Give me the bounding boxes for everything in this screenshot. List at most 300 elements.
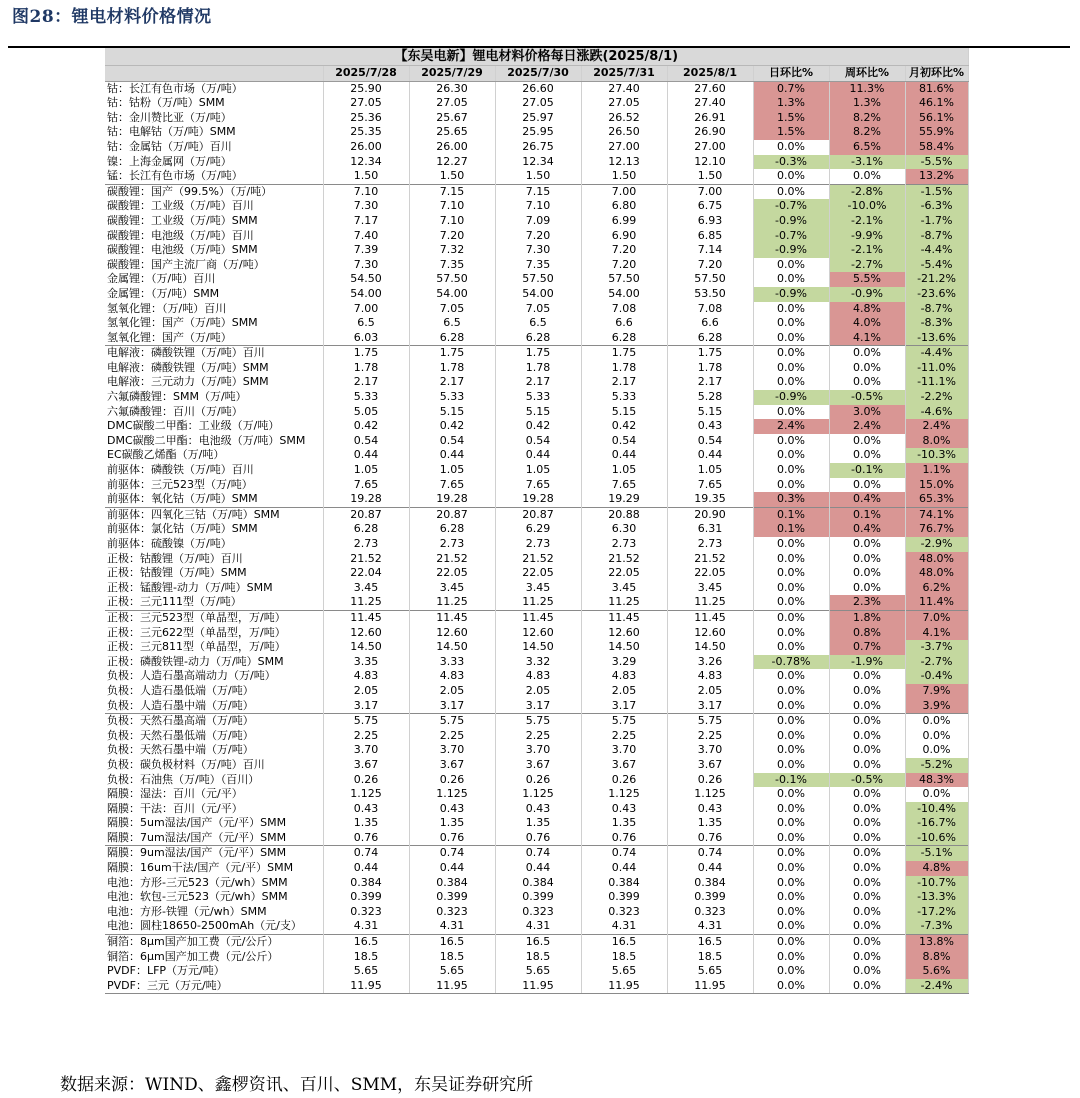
table-row — [105, 448, 968, 463]
price-cell: 3.17 — [409, 699, 495, 714]
column-header: 2025/8/1 — [667, 66, 753, 82]
table-row — [105, 81, 968, 96]
change-cell: 1.8% — [829, 610, 905, 625]
change-cell: 0.0% — [829, 537, 905, 552]
change-cell: 46.1% — [905, 96, 968, 111]
change-cell: 0.0% — [753, 846, 829, 861]
table-row — [105, 346, 968, 361]
price-cell: 0.42 — [409, 419, 495, 434]
material-name: 前驱体：三元523型（万/吨） — [105, 478, 323, 493]
material-name: 前驱体：磷酸铁（万/吨）百川 — [105, 463, 323, 478]
price-cell: 11.95 — [667, 979, 753, 994]
change-cell: -0.3% — [753, 155, 829, 170]
change-cell: 2.4% — [905, 419, 968, 434]
price-cell: 7.15 — [409, 184, 495, 199]
change-cell: -0.9% — [753, 243, 829, 258]
price-cell: 11.95 — [495, 979, 581, 994]
price-cell: 0.76 — [495, 831, 581, 846]
price-cell: 0.74 — [581, 846, 667, 861]
price-cell: 7.20 — [667, 258, 753, 273]
change-cell: 55.9% — [905, 125, 968, 140]
material-name: DMC碳酸二甲酯：电池级（万/吨）SMM — [105, 434, 323, 449]
price-cell: 1.05 — [409, 463, 495, 478]
price-cell: 26.91 — [667, 111, 753, 126]
table-row — [105, 890, 968, 905]
price-cell: 0.54 — [581, 434, 667, 449]
price-cell: 1.35 — [323, 816, 409, 831]
price-cell: 26.30 — [409, 81, 495, 96]
price-cell: 2.73 — [495, 537, 581, 552]
table-row — [105, 522, 968, 537]
change-cell: 58.4% — [905, 140, 968, 155]
price-cell: 5.65 — [409, 964, 495, 979]
material-name: 隔膜：16um干法/国产（元/平）SMM — [105, 861, 323, 876]
change-cell: 0.0% — [829, 964, 905, 979]
price-cell: 0.399 — [495, 890, 581, 905]
price-cell: 11.45 — [323, 610, 409, 625]
price-cell: 3.70 — [581, 743, 667, 758]
price-cell: 3.17 — [667, 699, 753, 714]
column-header: 2025/7/29 — [409, 66, 495, 82]
material-name: 电池：圆柱18650-2500mAh（元/支） — [105, 919, 323, 934]
price-cell: 6.99 — [581, 214, 667, 229]
change-cell: -10.0% — [829, 199, 905, 214]
material-name: 镍：上海金属网（万/吨） — [105, 155, 323, 170]
table-row — [105, 184, 968, 199]
price-cell: 4.83 — [409, 669, 495, 684]
change-cell: 8.8% — [905, 950, 968, 965]
change-cell: -7.3% — [905, 919, 968, 934]
price-cell: 5.75 — [581, 714, 667, 729]
change-cell: -3.1% — [829, 155, 905, 170]
change-cell: 0.1% — [829, 507, 905, 522]
price-cell: 7.10 — [495, 199, 581, 214]
price-cell: 0.44 — [581, 861, 667, 876]
change-cell: 0.0% — [753, 566, 829, 581]
price-cell: 6.80 — [581, 199, 667, 214]
material-name: 碳酸锂：国产（99.5%）（万/吨） — [105, 184, 323, 199]
price-cell: 0.44 — [409, 448, 495, 463]
material-name: 负极：人造石墨低端（万/吨） — [105, 684, 323, 699]
change-cell: -0.7% — [753, 229, 829, 244]
change-cell: 7.0% — [905, 610, 968, 625]
price-cell: 1.78 — [581, 361, 667, 376]
price-cell: 6.29 — [495, 522, 581, 537]
price-cell: 6.28 — [667, 331, 753, 346]
change-cell: 0.0% — [753, 302, 829, 317]
change-cell: -10.4% — [905, 802, 968, 817]
table-row — [105, 729, 968, 744]
price-cell: 1.05 — [323, 463, 409, 478]
price-cell: 1.35 — [409, 816, 495, 831]
change-cell: 0.0% — [829, 669, 905, 684]
price-cell: 18.5 — [581, 950, 667, 965]
change-cell: 0.0% — [829, 581, 905, 596]
material-name: 正极：钴酸锂（万/吨）百川 — [105, 552, 323, 567]
price-cell: 57.50 — [495, 272, 581, 287]
price-cell: 21.52 — [409, 552, 495, 567]
price-cell: 7.20 — [409, 229, 495, 244]
price-cell: 25.65 — [409, 125, 495, 140]
price-cell: 57.50 — [581, 272, 667, 287]
price-cell: 3.26 — [667, 655, 753, 670]
price-cell: 0.384 — [667, 876, 753, 891]
price-cell: 20.87 — [495, 507, 581, 522]
table-row — [105, 375, 968, 390]
table-row — [105, 919, 968, 934]
change-cell: -0.78% — [753, 655, 829, 670]
price-cell: 4.83 — [495, 669, 581, 684]
table-row — [105, 478, 968, 493]
price-cell: 5.75 — [409, 714, 495, 729]
price-cell: 5.05 — [323, 405, 409, 420]
change-cell: 4.8% — [905, 861, 968, 876]
change-cell: 0.0% — [829, 552, 905, 567]
material-name: 正极：三元622型（单晶型，万/吨） — [105, 626, 323, 641]
price-cell: 7.10 — [323, 184, 409, 199]
price-cell: 7.14 — [667, 243, 753, 258]
change-cell: -2.7% — [905, 655, 968, 670]
price-cell: 0.399 — [409, 890, 495, 905]
price-cell: 21.52 — [581, 552, 667, 567]
price-cell: 1.05 — [581, 463, 667, 478]
price-cell: 11.25 — [667, 595, 753, 610]
material-name: 正极：磷酸铁锂-动力（万/吨）SMM — [105, 655, 323, 670]
price-cell: 0.44 — [667, 448, 753, 463]
table-row — [105, 361, 968, 376]
price-cell: 1.125 — [667, 787, 753, 802]
price-cell: 1.125 — [581, 787, 667, 802]
change-cell: -3.7% — [905, 640, 968, 655]
change-cell: -2.1% — [829, 243, 905, 258]
price-cell: 20.87 — [323, 507, 409, 522]
price-cell: 5.15 — [581, 405, 667, 420]
change-cell: 0.0% — [753, 758, 829, 773]
price-cell: 1.125 — [323, 787, 409, 802]
table-row — [105, 595, 968, 610]
change-cell: 0.0% — [905, 787, 968, 802]
material-name: 钴：电解钴（万/吨）SMM — [105, 125, 323, 140]
table-row — [105, 684, 968, 699]
table-row — [105, 258, 968, 273]
price-cell: 4.31 — [667, 919, 753, 934]
table-row — [105, 581, 968, 596]
change-cell: 0.7% — [829, 640, 905, 655]
change-cell: 0.0% — [829, 802, 905, 817]
price-cell: 0.74 — [323, 846, 409, 861]
price-cell: 0.323 — [581, 905, 667, 920]
price-cell: 4.31 — [495, 919, 581, 934]
table-row — [105, 655, 968, 670]
material-name: EC碳酸乙烯酯（万/吨） — [105, 448, 323, 463]
change-cell: 8.2% — [829, 111, 905, 126]
table-row — [105, 537, 968, 552]
change-cell: 0.0% — [829, 434, 905, 449]
price-cell: 7.30 — [323, 258, 409, 273]
price-cell: 16.5 — [667, 935, 753, 950]
price-cell: 0.399 — [581, 890, 667, 905]
change-cell: -1.7% — [905, 214, 968, 229]
price-cell: 0.26 — [495, 773, 581, 788]
price-cell: 6.28 — [409, 331, 495, 346]
material-name: 正极：三元523型（单晶型，万/吨） — [105, 610, 323, 625]
material-name: 电解液：磷酸铁锂（万/吨）百川 — [105, 346, 323, 361]
material-name: 负极：碳负极材料（万/吨）百川 — [105, 758, 323, 773]
price-cell: 0.43 — [409, 802, 495, 817]
material-name: 前驱体：硫酸镍（万/吨） — [105, 537, 323, 552]
price-cell: 3.17 — [495, 699, 581, 714]
price-cell: 27.40 — [667, 96, 753, 111]
price-cell: 54.00 — [323, 287, 409, 302]
price-cell: 26.00 — [323, 140, 409, 155]
change-cell: 2.3% — [829, 595, 905, 610]
change-cell: 0.0% — [829, 478, 905, 493]
price-cell: 26.60 — [495, 81, 581, 96]
change-cell: 8.2% — [829, 125, 905, 140]
price-cell: 54.00 — [495, 287, 581, 302]
change-cell: 0.0% — [829, 375, 905, 390]
material-name: 金属锂：（万/吨）百川 — [105, 272, 323, 287]
price-cell: 0.323 — [409, 905, 495, 920]
price-cell: 0.399 — [323, 890, 409, 905]
change-cell: 0.0% — [905, 729, 968, 744]
price-cell: 5.65 — [581, 964, 667, 979]
change-cell: 0.0% — [753, 140, 829, 155]
price-cell: 6.28 — [581, 331, 667, 346]
price-cell: 0.323 — [495, 905, 581, 920]
price-cell: 19.29 — [581, 492, 667, 507]
change-cell: 0.0% — [753, 478, 829, 493]
change-cell: 0.1% — [753, 522, 829, 537]
column-header-row — [105, 66, 968, 82]
change-cell: 15.0% — [905, 478, 968, 493]
price-cell: 25.95 — [495, 125, 581, 140]
change-cell: 0.0% — [829, 816, 905, 831]
price-cell: 12.60 — [495, 626, 581, 641]
material-name: 前驱体：氧化钴（万/吨）SMM — [105, 492, 323, 507]
change-cell: 48.0% — [905, 552, 968, 567]
price-cell: 0.43 — [581, 802, 667, 817]
table-row — [105, 507, 968, 522]
price-cell: 5.75 — [495, 714, 581, 729]
price-cell: 7.65 — [667, 478, 753, 493]
change-cell: -21.2% — [905, 272, 968, 287]
price-cell: 0.44 — [323, 861, 409, 876]
price-cell: 3.67 — [495, 758, 581, 773]
price-cell: 11.25 — [495, 595, 581, 610]
price-cell: 3.67 — [409, 758, 495, 773]
price-cell: 12.27 — [409, 155, 495, 170]
change-cell: 13.8% — [905, 935, 968, 950]
table-row — [105, 861, 968, 876]
price-cell: 1.50 — [409, 169, 495, 184]
table-row — [105, 935, 968, 950]
change-cell: 8.0% — [905, 434, 968, 449]
change-cell: -16.7% — [905, 816, 968, 831]
change-cell: 0.0% — [829, 979, 905, 994]
price-cell: 2.17 — [323, 375, 409, 390]
material-name: 六氟磷酸锂：SMM（万/吨） — [105, 390, 323, 405]
change-cell: 0.0% — [753, 890, 829, 905]
table-row — [105, 492, 968, 507]
change-cell: 0.0% — [829, 729, 905, 744]
price-cell: 11.45 — [495, 610, 581, 625]
price-cell: 0.44 — [667, 861, 753, 876]
price-cell: 27.60 — [667, 81, 753, 96]
price-cell: 14.50 — [581, 640, 667, 655]
table-row — [105, 96, 968, 111]
price-cell: 7.08 — [667, 302, 753, 317]
price-cell: 7.35 — [409, 258, 495, 273]
change-cell: -17.2% — [905, 905, 968, 920]
table-row — [105, 787, 968, 802]
change-cell: 0.0% — [829, 935, 905, 950]
price-cell: 7.00 — [323, 302, 409, 317]
price-cell: 2.05 — [409, 684, 495, 699]
price-cell: 3.17 — [581, 699, 667, 714]
material-name: 钴：金川赞比亚（万/吨） — [105, 111, 323, 126]
price-cell: 0.76 — [409, 831, 495, 846]
price-cell: 18.5 — [667, 950, 753, 965]
material-name: 氢氧化锂：国产（万/吨） — [105, 331, 323, 346]
price-cell: 19.35 — [667, 492, 753, 507]
price-cell: 1.50 — [495, 169, 581, 184]
price-cell: 7.30 — [495, 243, 581, 258]
material-name: 碳酸锂：国产主流厂商（万/吨） — [105, 258, 323, 273]
column-header: 2025/7/28 — [323, 66, 409, 82]
material-name: 碳酸锂：工业级（万/吨）百川 — [105, 199, 323, 214]
price-cell: 7.65 — [581, 478, 667, 493]
change-cell: -0.4% — [905, 669, 968, 684]
price-cell: 7.65 — [323, 478, 409, 493]
table-row — [105, 979, 968, 994]
price-cell: 3.33 — [409, 655, 495, 670]
price-cell: 26.00 — [409, 140, 495, 155]
price-cell: 0.26 — [667, 773, 753, 788]
material-name: 负极：天然石墨中端（万/吨） — [105, 743, 323, 758]
price-cell: 22.04 — [323, 566, 409, 581]
table-row — [105, 669, 968, 684]
price-cell: 0.323 — [667, 905, 753, 920]
price-cell: 14.50 — [323, 640, 409, 655]
price-cell: 7.05 — [495, 302, 581, 317]
change-cell: 0.0% — [829, 950, 905, 965]
price-cell: 3.67 — [323, 758, 409, 773]
change-cell: -23.6% — [905, 287, 968, 302]
change-cell: 0.0% — [753, 595, 829, 610]
price-cell: 2.17 — [495, 375, 581, 390]
material-name: 电解液：三元动力（万/吨）SMM — [105, 375, 323, 390]
change-cell: 0.0% — [753, 552, 829, 567]
material-name: 隔膜：9um湿法/国产（元/平）SMM — [105, 846, 323, 861]
change-cell: 0.0% — [829, 890, 905, 905]
price-cell: 12.13 — [581, 155, 667, 170]
change-cell: 6.5% — [829, 140, 905, 155]
price-cell: 54.50 — [323, 272, 409, 287]
change-cell: 48.0% — [905, 566, 968, 581]
change-cell: -10.6% — [905, 831, 968, 846]
material-name: 负极：人造石墨高端动力（万/吨） — [105, 669, 323, 684]
price-cell: 16.5 — [581, 935, 667, 950]
price-cell: 11.45 — [409, 610, 495, 625]
change-cell: 0.0% — [753, 831, 829, 846]
table-row — [105, 302, 968, 317]
price-cell: 7.30 — [323, 199, 409, 214]
change-cell: -9.9% — [829, 229, 905, 244]
change-cell: -2.7% — [829, 258, 905, 273]
table-row — [105, 155, 968, 170]
price-cell: 11.25 — [409, 595, 495, 610]
change-cell: 0.0% — [753, 537, 829, 552]
price-cell: 0.26 — [581, 773, 667, 788]
change-cell: 0.0% — [753, 375, 829, 390]
column-header-name — [105, 66, 323, 82]
material-name: 正极：锰酸锂-动力（万/吨）SMM — [105, 581, 323, 596]
price-cell: 0.384 — [581, 876, 667, 891]
price-cell: 57.50 — [409, 272, 495, 287]
price-cell: 0.44 — [495, 861, 581, 876]
price-cell: 53.50 — [667, 287, 753, 302]
price-cell: 16.5 — [323, 935, 409, 950]
change-cell: 0.0% — [829, 684, 905, 699]
price-cell: 12.34 — [495, 155, 581, 170]
price-cell: 7.05 — [409, 302, 495, 317]
change-cell: 0.0% — [753, 463, 829, 478]
change-cell: 0.0% — [753, 743, 829, 758]
table-row — [105, 229, 968, 244]
price-cell: 5.33 — [323, 390, 409, 405]
change-cell: 0.0% — [829, 905, 905, 920]
change-cell: 0.0% — [753, 684, 829, 699]
table-row — [105, 566, 968, 581]
price-cell: 22.05 — [495, 566, 581, 581]
material-name: 碳酸锂：电池级（万/吨）百川 — [105, 229, 323, 244]
price-cell: 1.78 — [323, 361, 409, 376]
price-cell: 22.05 — [667, 566, 753, 581]
price-cell: 3.29 — [581, 655, 667, 670]
change-cell: 0.0% — [753, 405, 829, 420]
price-cell: 4.31 — [409, 919, 495, 934]
price-cell: 0.76 — [323, 831, 409, 846]
change-cell: -8.7% — [905, 229, 968, 244]
material-name: 隔膜：干法：百川（元/平） — [105, 802, 323, 817]
table-row — [105, 950, 968, 965]
table-row — [105, 434, 968, 449]
table-row — [105, 802, 968, 817]
price-cell: 6.28 — [495, 331, 581, 346]
table-row — [105, 287, 968, 302]
table-row — [105, 743, 968, 758]
price-cell: 1.35 — [581, 816, 667, 831]
price-cell: 19.28 — [409, 492, 495, 507]
price-cell: 1.35 — [495, 816, 581, 831]
change-cell: 7.9% — [905, 684, 968, 699]
price-cell: 6.6 — [667, 316, 753, 331]
price-cell: 27.40 — [581, 81, 667, 96]
price-cell: 21.52 — [495, 552, 581, 567]
change-cell: 0.0% — [753, 950, 829, 965]
material-name: 负极：天然石墨低端（万/吨） — [105, 729, 323, 744]
price-cell: 0.42 — [495, 419, 581, 434]
change-cell: -0.9% — [753, 390, 829, 405]
price-cell: 5.65 — [323, 964, 409, 979]
price-cell: 1.78 — [495, 361, 581, 376]
price-cell: 7.17 — [323, 214, 409, 229]
price-cell: 5.15 — [495, 405, 581, 420]
price-cell: 11.25 — [581, 595, 667, 610]
price-cell: 5.33 — [409, 390, 495, 405]
price-cell: 5.33 — [581, 390, 667, 405]
